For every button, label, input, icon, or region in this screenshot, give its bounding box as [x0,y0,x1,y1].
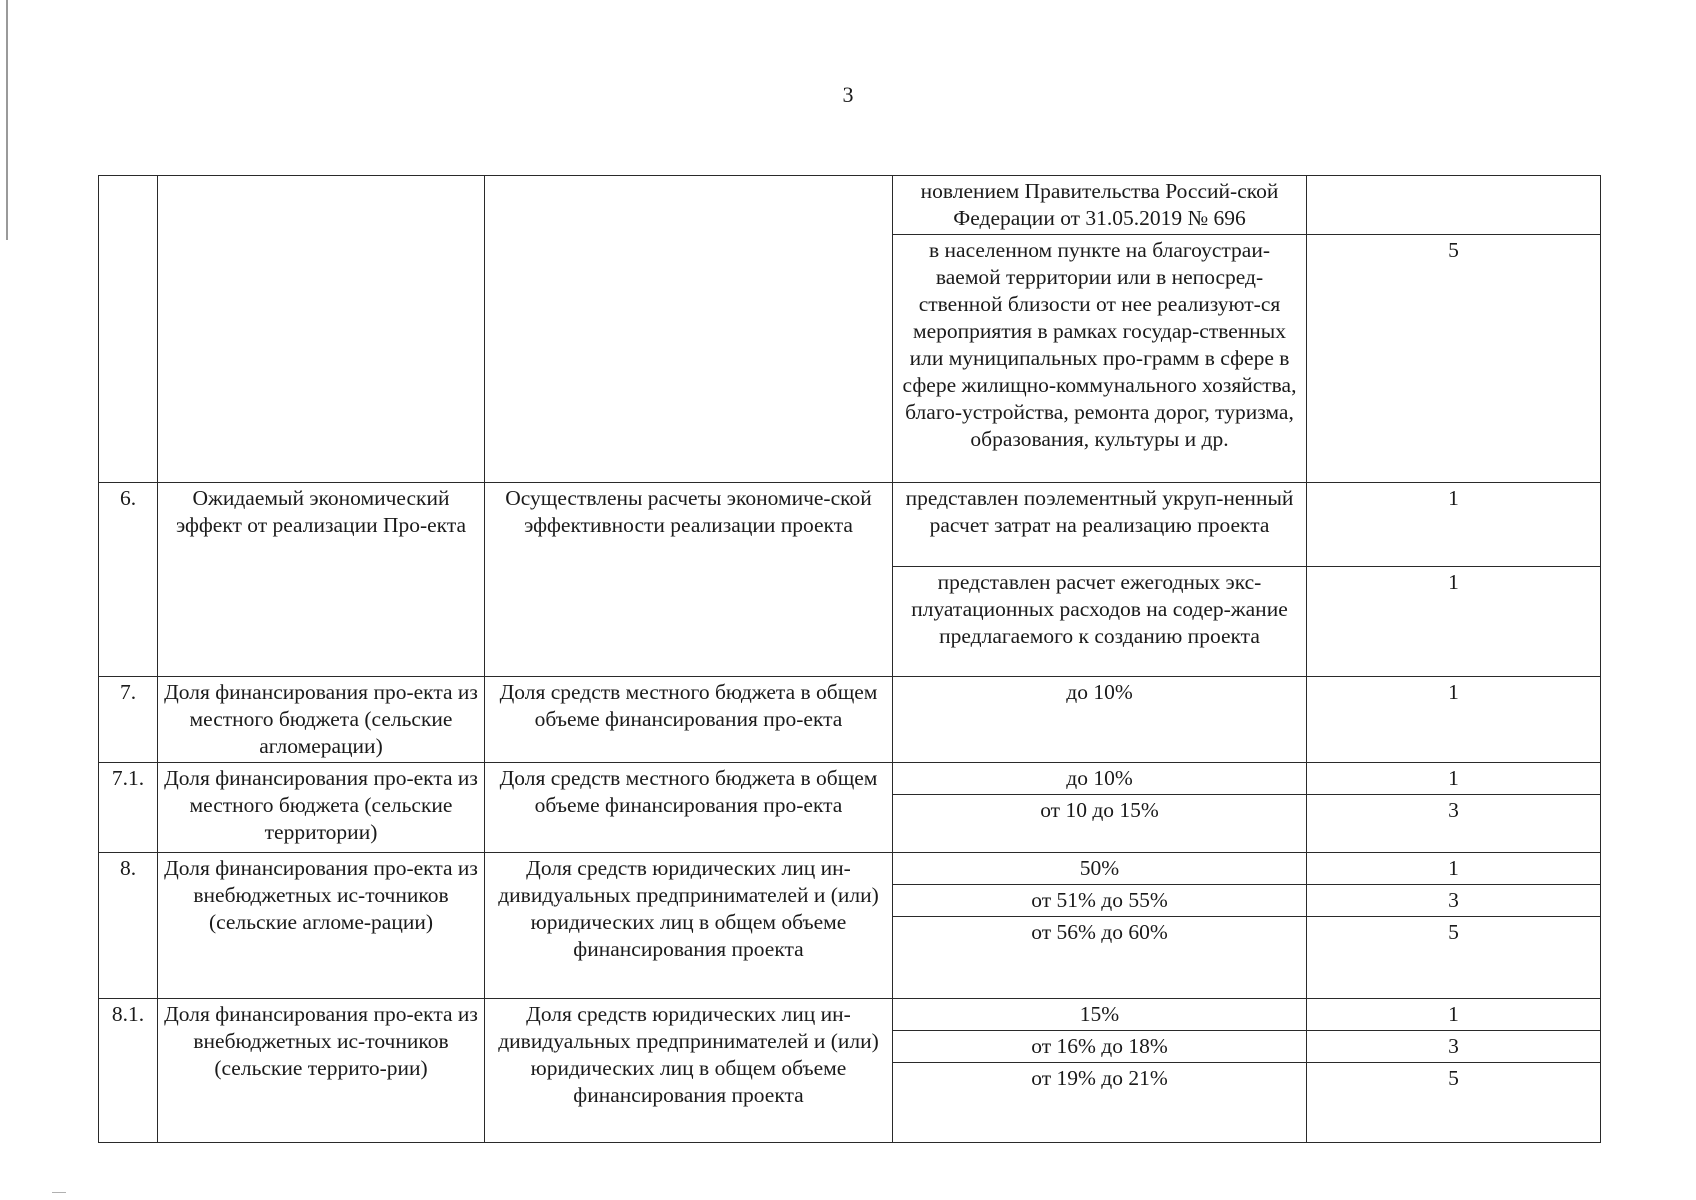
level-cell: до 10% [893,677,1307,763]
score-cell: 5 [1307,1063,1601,1143]
level-cell: представлен поэлементный укруп-ненный расчет затрат на реализацию проекта [893,483,1307,567]
level-cell: 15% [893,999,1307,1031]
criterion-cell: Ожидаемый экономический эффект от реализации Про-екта [158,483,485,677]
score-cell: 1 [1307,853,1601,885]
level-cell: от 56% до 60% [893,917,1307,999]
page-number: 3 [842,82,854,107]
row-number [99,176,158,483]
score-cell: 1 [1307,999,1601,1031]
score-cell: 5 [1307,235,1601,483]
score-cell [1307,176,1601,235]
row-number: 7. [99,677,158,763]
criterion-cell: Доля финансирования про-екта из внебюджетных ис-точников (сельские агломе-рации) [158,853,485,999]
criterion-cell: Доля финансирования про-екта из внебюджетных ис-точников (сельские террито-рии) [158,999,485,1143]
table-row [99,999,1601,1031]
score-cell: 3 [1307,795,1601,853]
score-cell: 1 [1307,677,1601,763]
table-row [99,677,1601,763]
level-cell: от 19% до 21% [893,1063,1307,1143]
criteria-table [98,175,1601,1143]
score-cell: 1 [1307,567,1601,677]
score-cell: 3 [1307,1031,1601,1063]
row-number: 8. [99,853,158,999]
level-cell: представлен расчет ежегодных экс-плуатационных расходов на содер-жание предлагаемого к созданию проекта [893,567,1307,677]
level-cell: от 10 до 15% [893,795,1307,853]
table-row [99,853,1601,885]
row-number: 6. [99,483,158,677]
table-row [99,176,1601,235]
score-cell: 1 [1307,483,1601,567]
indicator-cell: Доля средств местного бюджета в общем объеме финансирования про-екта [485,763,893,853]
score-cell: 1 [1307,763,1601,795]
scan-edge-mark [6,0,8,240]
level-cell: в населенном пункте на благоустраи-ваемой территории или в непосред-ственной близости от нее реализуют-ся мероприятия в рамках государ-ственных или муниципальных про-грамм в сфере в сфере жилищно-коммунального хозяйства, благо-устройства, ремонта дорог, туризма, образования, культуры и др. [893,235,1307,483]
criterion-cell [158,176,485,483]
level-cell: новлением Правительства Россий-ской Федерации от 31.05.2019 № 696 [893,176,1307,235]
indicator-cell [485,176,893,483]
indicator-cell: Доля средств местного бюджета в общем объеме финансирования про-екта [485,677,893,763]
indicator-cell: Осуществлены расчеты экономиче-ской эффективности реализации проекта [485,483,893,677]
criterion-cell: Доля финансирования про-екта из местного бюджета (сельские территории) [158,763,485,853]
score-cell: 5 [1307,917,1601,999]
criterion-cell: Доля финансирования про-екта из местного бюджета (сельские агломерации) [158,677,485,763]
row-number: 8.1. [99,999,158,1143]
score-cell: 3 [1307,885,1601,917]
level-cell: до 10% [893,763,1307,795]
scan-edge-mark [52,1192,66,1193]
level-cell: 50% [893,853,1307,885]
table-row [99,483,1601,567]
indicator-cell: Доля средств юридических лиц ин-дивидуальных предпринимателей и (или) юридических лиц в общем объеме финансирования проекта [485,999,893,1143]
level-cell: от 16% до 18% [893,1031,1307,1063]
table-row [99,763,1601,795]
row-number: 7.1. [99,763,158,853]
level-cell: от 51% до 55% [893,885,1307,917]
indicator-cell: Доля средств юридических лиц ин-дивидуальных предпринимателей и (или) юридических лиц в общем объеме финансирования проекта [485,853,893,999]
